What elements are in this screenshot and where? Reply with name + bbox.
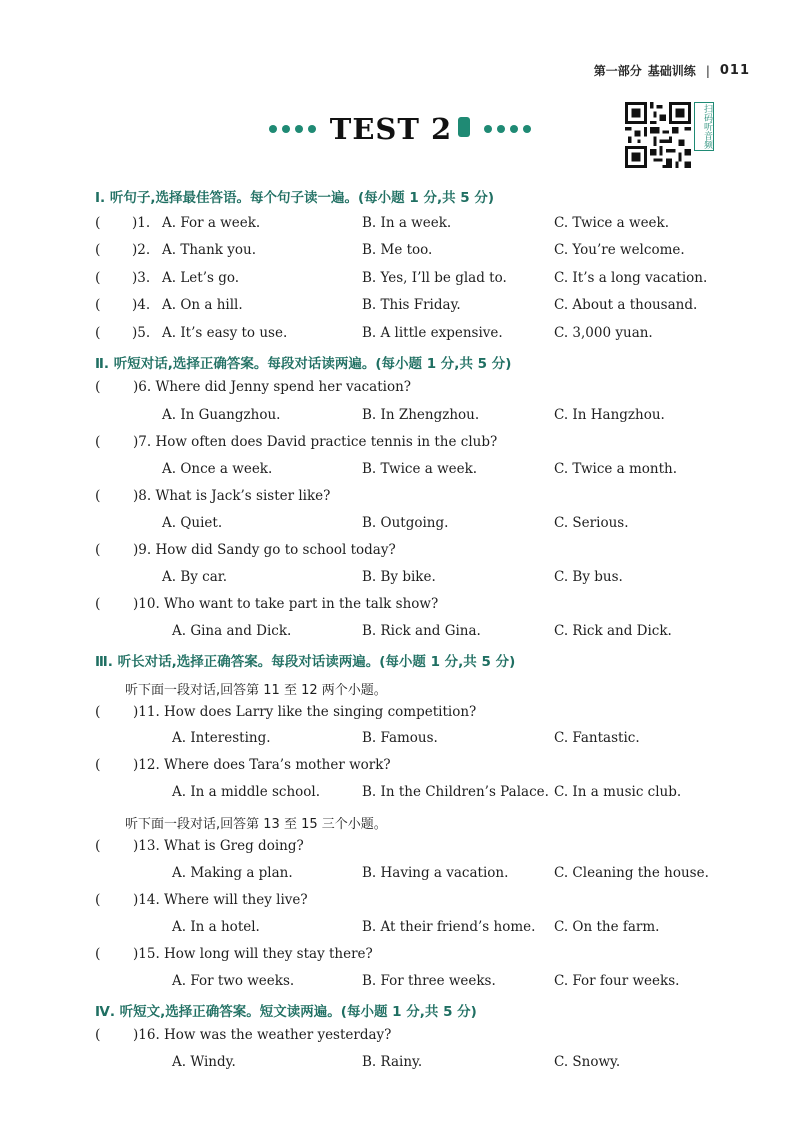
answer-blank[interactable]: ( [95,892,101,908]
question-text: )16. How was the weather yesterday? [133,1027,392,1043]
option-b: B. Me too. [362,242,433,258]
answer-blank[interactable]: ( [95,596,101,612]
dialogue-intro-2: 听下面一段对话,回答第 13 至 15 三个小题。 [125,817,387,832]
answer-blank[interactable]: ( [95,488,101,504]
option-b: B. In a week. [362,215,452,231]
option-a: A. Once a week. [162,461,273,477]
option-a: A. Quiet. [162,515,223,531]
option-c: C. Cleaning the house. [554,865,709,881]
option-c: C. Fantastic. [554,730,640,746]
answer-blank[interactable]: ( [95,838,101,854]
section-1-heading: Ⅰ. 听句子,选择最佳答语。每个句子读一遍。(每小题 1 分,共 5 分) [95,190,495,206]
question-text: )13. What is Greg doing? [133,838,304,854]
option-c: C. Serious. [554,515,629,531]
answer-blank[interactable]: ( [95,297,101,313]
header-section: 基础训练 [647,64,696,78]
option-c: C. In a music club. [554,784,682,800]
question-text: )6. Where did Jenny spend her vacation? [133,379,412,395]
option-c: C. It’s a long vacation. [554,270,708,286]
option-b: B. Outgoing. [362,515,449,531]
question-text: )12. Where does Tara’s mother work? [133,757,391,773]
section-4-heading: Ⅳ. 听短文,选择正确答案。短文读两遍。(每小题 1 分,共 5 分) [95,1004,477,1020]
section-2-heading: Ⅱ. 听短对话,选择正确答案。每段对话读两遍。(每小题 1 分,共 5 分) [95,356,512,372]
option-b: B. In the Children’s Palace. [362,784,549,800]
question-number: )4. [132,297,151,313]
option-c: C. 3,000 yuan. [554,325,653,341]
answer-blank[interactable]: ( [95,542,101,558]
question-number: )5. [132,325,151,341]
option-b: B. Yes, I’ll be glad to. [362,270,507,286]
option-b: B. For three weeks. [362,973,496,989]
answer-blank[interactable]: ( [95,325,101,341]
page-number: 011 [719,63,750,78]
option-a: A. Making a plan. [172,865,293,881]
question-text: )7. How often does David practice tennis in the club? [133,434,498,450]
option-b: B. In Zhengzhou. [362,407,480,423]
option-a: A. Thank you. [162,242,256,258]
title-badge-icon [458,117,470,137]
option-c: C. About a thousand. [554,297,698,313]
option-b: B. Having a vacation. [362,865,509,881]
question-text: )11. How does Larry like the singing competition? [133,704,477,720]
answer-blank[interactable]: ( [95,242,101,258]
question-text: )15. How long will they stay there? [133,946,373,962]
option-a: A. In a middle school. [172,784,321,800]
page-header [594,62,750,79]
option-c: C. On the farm. [554,919,660,935]
dialogue-intro-1: 听下面一段对话,回答第 11 至 12 两个小题。 [125,683,387,698]
right-dots-decoration [484,125,531,133]
answer-blank[interactable]: ( [95,946,101,962]
option-a: A. It’s easy to use. [162,325,288,341]
answer-blank[interactable]: ( [95,215,101,231]
option-b: B. Rainy. [362,1054,423,1070]
option-a: A. For a week. [162,215,261,231]
option-c: C. In Hangzhou. [554,407,665,423]
left-dots-decoration [269,125,316,133]
question-number: )3. [132,270,151,286]
question-number: )2. [132,242,151,258]
option-c: C. By bus. [554,569,623,585]
option-c: C. You’re welcome. [554,242,685,258]
option-c: C. Snowy. [554,1054,621,1070]
header-part: 第一部分 [593,64,642,78]
section-3-heading: Ⅲ. 听长对话,选择正确答案。每段对话读两遍。(每小题 1 分,共 5 分) [95,654,516,670]
question-number: )1. [132,215,151,231]
answer-blank[interactable]: ( [95,704,101,720]
option-b: B. This Friday. [362,297,461,313]
option-a: A. Let’s go. [162,270,240,286]
option-b: B. Rick and Gina. [362,623,481,639]
answer-blank[interactable]: ( [95,1027,101,1043]
option-c: C. For four weeks. [554,973,680,989]
answer-blank[interactable]: ( [95,757,101,773]
option-b: B. Famous. [362,730,438,746]
option-c: C. Rick and Dick. [554,623,672,639]
option-a: A. In a hotel. [172,919,260,935]
question-text: )9. How did Sandy go to school today? [133,542,396,558]
qr-code-icon[interactable] [625,102,691,168]
option-a: A. In Guangzhou. [162,407,281,423]
option-b: B. By bike. [362,569,436,585]
header-separator: | [705,63,710,78]
question-text: )14. Where will they live? [133,892,308,908]
answer-blank[interactable]: ( [95,434,101,450]
option-b: B. A little expensive. [362,325,503,341]
question-text: )10. Who want to take part in the talk show? [133,596,439,612]
option-a: A. Interesting. [172,730,271,746]
option-b: B. At their friend’s home. [362,919,536,935]
option-a: A. By car. [162,569,228,585]
answer-blank[interactable]: ( [95,270,101,286]
option-a: A. Gina and Dick. [172,623,292,639]
test-title: TEST 2 [330,112,470,146]
option-b: B. Twice a week. [362,461,478,477]
option-a: A. On a hill. [162,297,243,313]
option-c: C. Twice a week. [554,215,670,231]
qr-audio-label: 扫码听音频 [694,102,714,151]
question-text: )8. What is Jack’s sister like? [133,488,331,504]
option-a: A. Windy. [172,1054,236,1070]
option-c: C. Twice a month. [554,461,678,477]
answer-blank[interactable]: ( [95,379,101,395]
option-a: A. For two weeks. [172,973,295,989]
